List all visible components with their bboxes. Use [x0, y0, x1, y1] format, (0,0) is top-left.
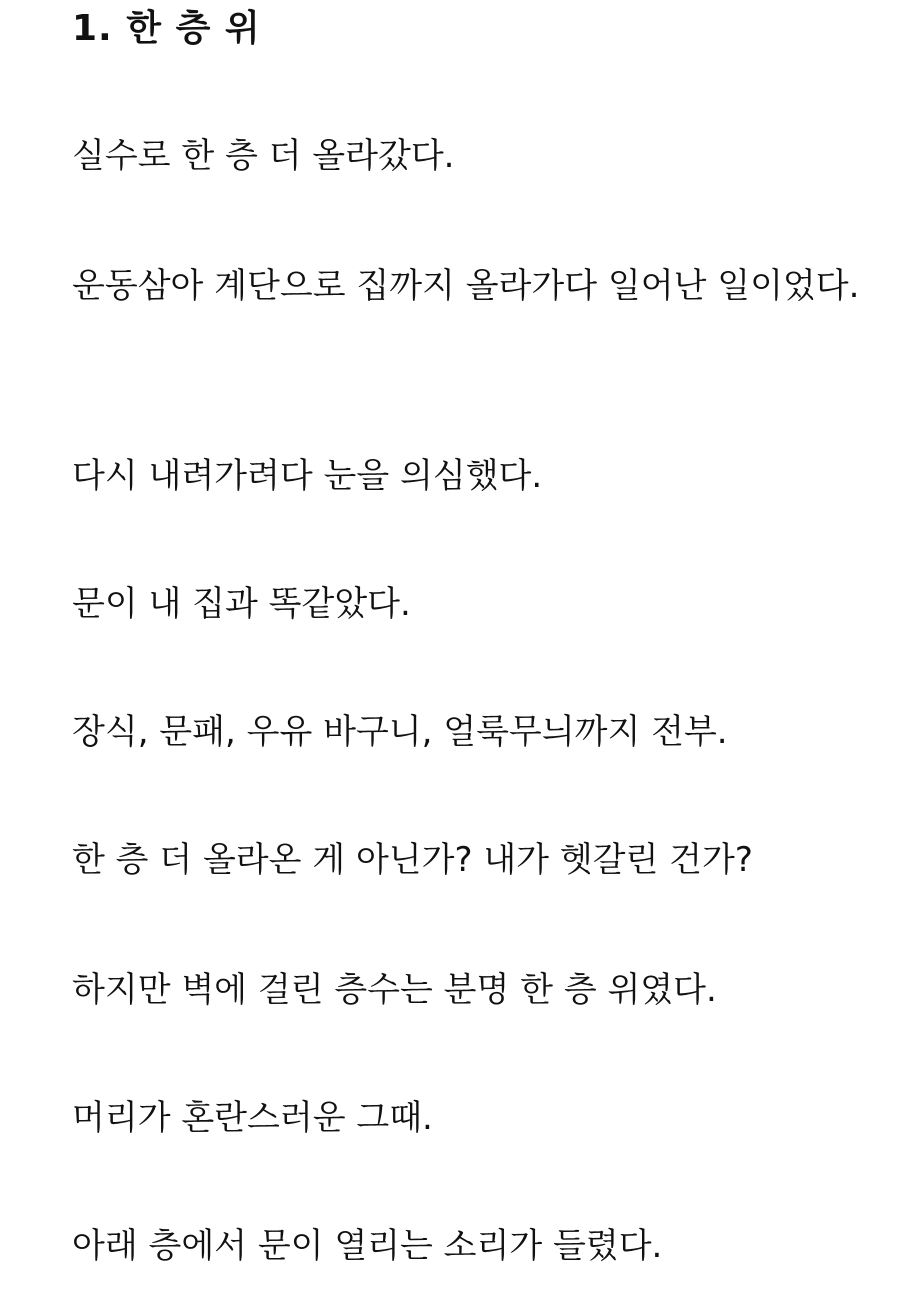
paragraph: 머리가 혼란스러운 그때. [72, 1098, 433, 1138]
paragraph: 한 층 더 올라온 게 아닌가? 내가 헷갈린 건가? [72, 840, 753, 880]
story-title: 1. 한 층 위 [72, 8, 261, 49]
paragraph: 문이 내 집과 똑같았다. [72, 584, 411, 624]
paragraph: 하지만 벽에 걸린 층수는 분명 한 층 위였다. [72, 970, 717, 1010]
paragraph: 아래 층에서 문이 열리는 소리가 들렸다. [72, 1226, 663, 1266]
paragraph: 실수로 한 층 더 올라갔다. [72, 136, 455, 176]
paragraph: 운동삼아 계단으로 집까지 올라가다 일어난 일이었다. [72, 266, 860, 306]
paragraph: 다시 내려가려다 눈을 의심했다. [72, 456, 543, 496]
paragraph: 장식, 문패, 우유 바구니, 얼룩무늬까지 전부. [72, 712, 728, 752]
